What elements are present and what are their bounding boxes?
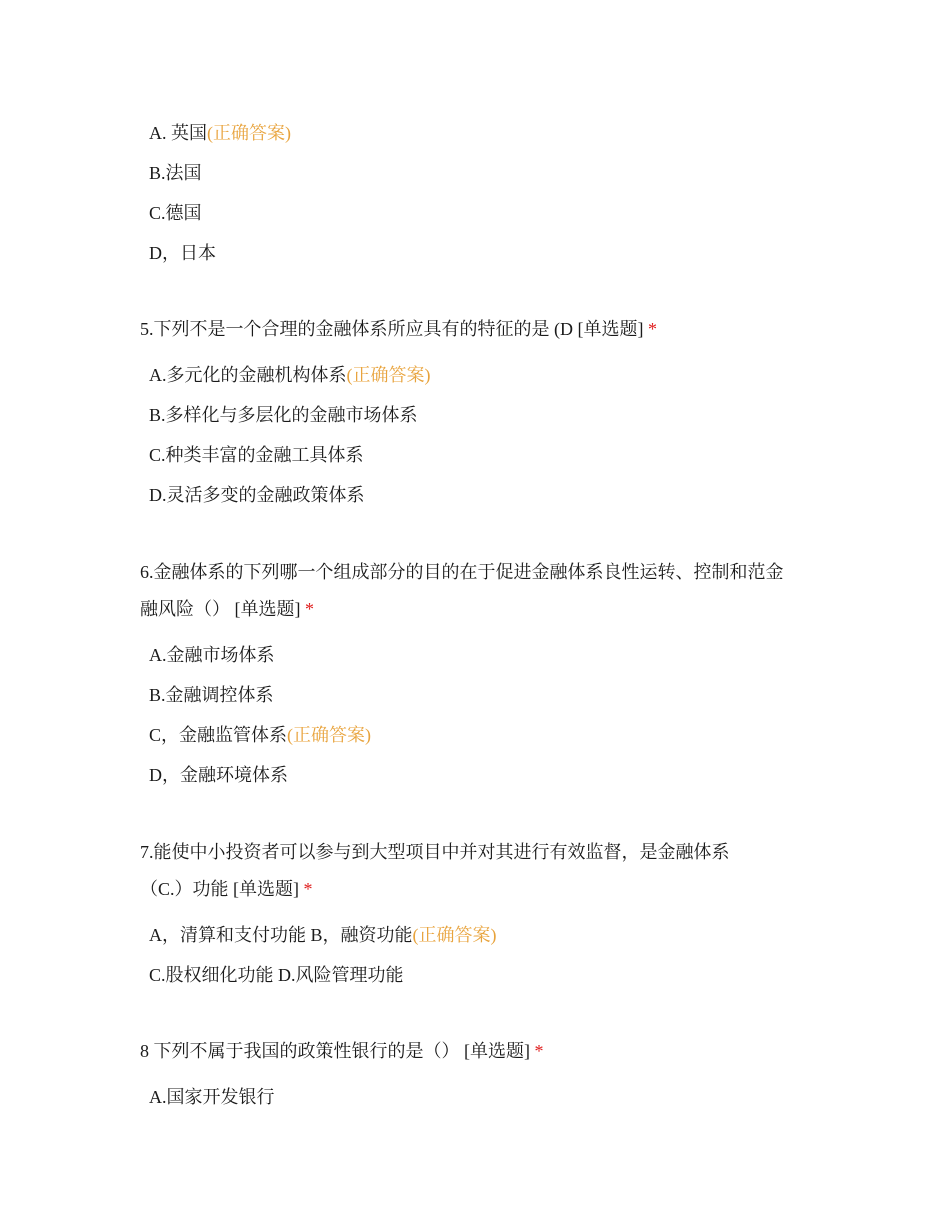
q8-option-a[interactable] <box>149 1084 275 1110</box>
q4-option-b[interactable] <box>149 160 202 186</box>
option-text: A.国家开发银行 <box>149 1087 275 1107</box>
correct-answer-tag: (正确答案) <box>412 925 497 945</box>
option-text: A.金融市场体系 <box>149 645 275 665</box>
q6-title-line1 <box>140 559 784 585</box>
q8-title <box>140 1038 544 1064</box>
question-text: 5.下列不是一个合理的金融体系所应具有的特征的是 (D [单选题] <box>140 319 644 339</box>
correct-answer-tag: (正确答案) <box>207 123 291 143</box>
q4-option-a[interactable] <box>149 120 291 146</box>
question-text: 7.能使中小投资者可以参与到大型项目中并对其进行有效监督，是金融体系 <box>140 842 730 862</box>
q4-option-c[interactable] <box>149 200 202 226</box>
q5-option-a[interactable] <box>149 362 431 388</box>
option-text: C，金融监管体系 <box>149 725 288 745</box>
option-text: B.法国 <box>149 163 202 183</box>
q4-option-d[interactable] <box>149 240 216 266</box>
option-text: D，金融环境体系 <box>149 765 288 785</box>
q5-option-c[interactable] <box>149 442 364 468</box>
question-text: 8 下列不属于我国的政策性银行的是（） [单选题] <box>140 1041 530 1061</box>
q6-option-d[interactable] <box>149 762 288 788</box>
question-text: 6.金融体系的下列哪一个组成部分的目的在于促进金融体系良性运转、控制和范金 <box>140 562 784 582</box>
option-text: D.灵活多变的金融政策体系 <box>149 485 365 505</box>
question-text: （C.）功能 [单选题] <box>140 879 299 899</box>
option-text: A，清算和支付功能 B，融资功能 <box>149 925 413 945</box>
required-mark: * <box>534 1041 544 1061</box>
q7-option-ab[interactable] <box>149 922 497 948</box>
option-text: B.金融调控体系 <box>149 685 274 705</box>
option-text: C.德国 <box>149 203 202 223</box>
q5-option-d[interactable] <box>149 482 365 508</box>
q7-option-cd[interactable] <box>149 962 404 988</box>
q6-option-a[interactable] <box>149 642 275 668</box>
option-text: C.股权细化功能 D.风险管理功能 <box>149 965 404 985</box>
q5-title <box>140 316 657 342</box>
q6-option-c[interactable] <box>149 722 371 748</box>
option-text: A. 英国 <box>149 123 207 143</box>
option-text: A.多元化的金融机构体系 <box>149 365 347 385</box>
correct-answer-tag: (正确答案) <box>287 725 372 745</box>
q5-option-b[interactable] <box>149 402 418 428</box>
option-text: B.多样化与多层化的金融市场体系 <box>149 405 418 425</box>
required-mark: * <box>305 599 314 619</box>
q7-title-line2 <box>140 876 313 902</box>
option-text: D，日本 <box>149 243 216 263</box>
required-mark: * <box>647 319 657 339</box>
required-mark: * <box>303 879 313 899</box>
q6-title-line2 <box>140 596 314 622</box>
correct-answer-tag: (正确答案) <box>346 365 431 385</box>
option-text: C.种类丰富的金融工具体系 <box>149 445 364 465</box>
q6-option-b[interactable] <box>149 682 274 708</box>
q7-title-line1 <box>140 839 730 865</box>
question-text: 融风险（） [单选题] <box>140 599 301 619</box>
